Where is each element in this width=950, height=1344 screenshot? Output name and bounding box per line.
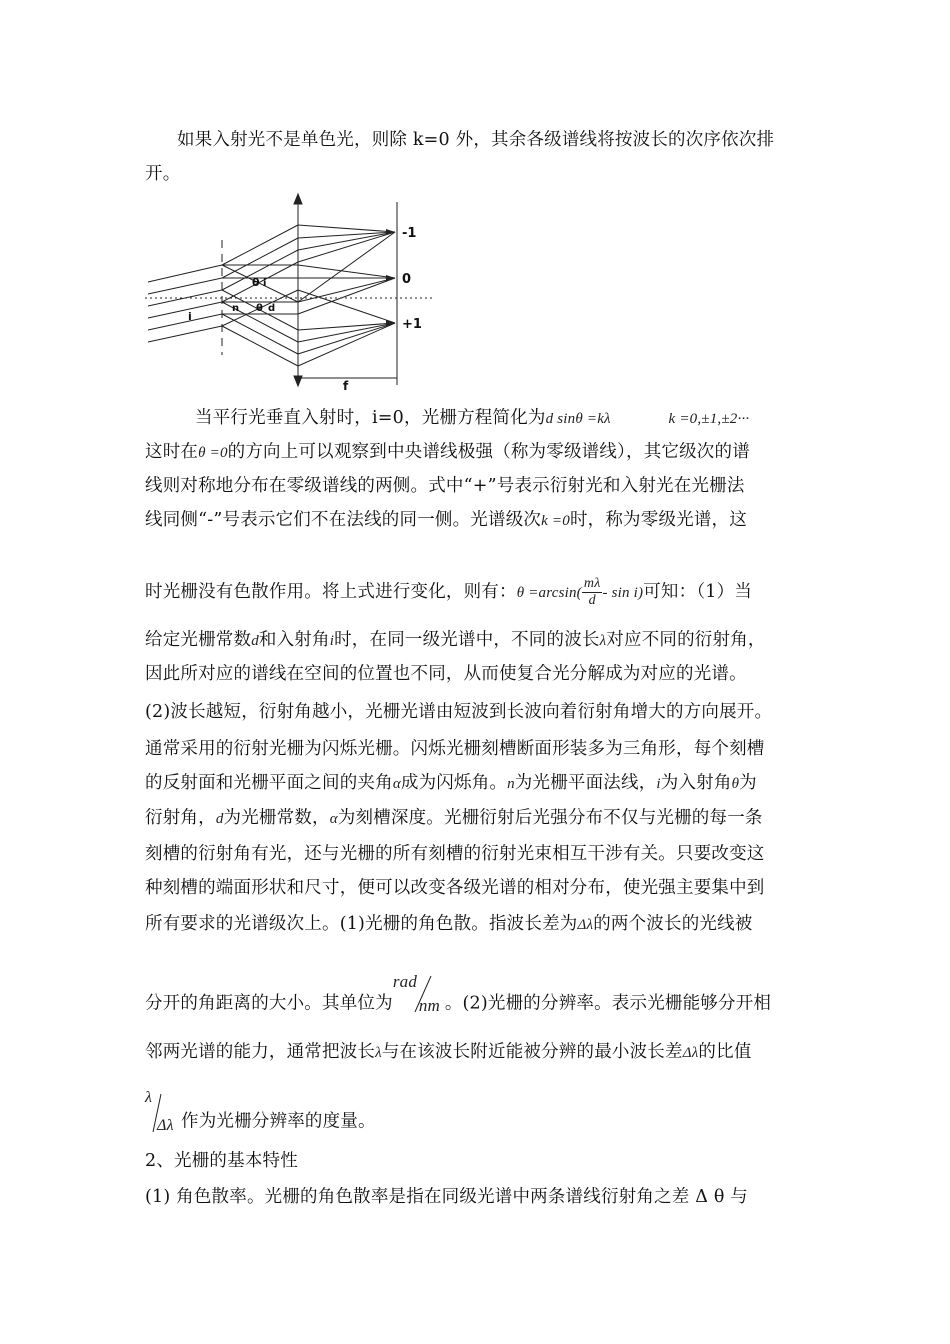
incidence-label: i	[188, 310, 192, 323]
paragraph-line: 这时在θ =0的方向上可以观察到中央谱线极强（称为零级谱线），其它级次的谱	[145, 442, 750, 462]
order-minus1-label: -1	[402, 226, 417, 241]
grating-diagram	[140, 190, 440, 390]
d-label: d	[268, 303, 276, 314]
angle-theta-label: θ	[252, 276, 260, 289]
paragraph-line: 衍射角，d为光栅常数，α为刻槽深度。光栅衍射后光强分布不仅与光栅的每一条	[145, 808, 763, 828]
normal-label: n	[232, 303, 240, 314]
paragraph-line: λ Δλ 作为光栅分辨率的度量。	[145, 1089, 376, 1134]
section-title: 2、光栅的基本特性	[145, 1151, 298, 1171]
theta-d-label: θ	[256, 303, 263, 314]
order-0-label: 0	[402, 272, 412, 287]
paragraph-line: 邻两光谱的能力，通常把波长λ与在该波长附近能被分辨的最小波长差Δλ的比值	[145, 1042, 752, 1062]
paragraph-line: (1) 角色散率。光栅的角色散率是指在同级光谱中两条谱线衍射角之差 Δ θ 与	[145, 1187, 749, 1207]
paragraph-line: 因此所对应的谱线在空间的位置也不同，从而使复合光分解成为对应的光谱。	[145, 664, 747, 684]
paragraph-line: 种刻槽的端面形状和尺寸，便可以改变各级光谱的相对分布，使光强主要集中到	[145, 878, 765, 898]
paragraph-line: 所有要求的光谱级次上。(1)光栅的角色散。指波长差为Δλ的两个波长的光线被	[145, 914, 753, 934]
fraction: $\frac{m\lambda}{d}$	[583, 576, 601, 608]
paragraph-line: 线同侧“-”号表示它们不在法线的同一侧。光谱级次k =0时，称为零级光谱，这	[145, 510, 747, 530]
paragraph-line: 开。	[145, 164, 181, 184]
paragraph-line: 的反射面和光栅平面之间的夹角α成为闪烁角。n为光栅平面法线，i为入射角θ为	[145, 773, 757, 793]
angle-i-label: i	[263, 278, 267, 289]
resolution-fraction: λ Δλ	[145, 1089, 174, 1134]
paragraph-line: 如果入射光不是单色光，则除 k=0 外，其余各级谱线将按波长的次序依次排	[177, 130, 775, 150]
paragraph-line: 刻槽的衍射角有光，还与光栅的所有刻槽的衍射光束相互干涉有关。只要改变这	[145, 844, 765, 864]
paragraph-line: 当平行光垂直入射时，i=0，光栅方程简化为d sinθ =kλ k =0,±1,±2···	[195, 408, 750, 428]
paragraph-line: 通常采用的衍射光栅为闪烁光栅。闪烁光栅刻槽断面形装多为三角形，每个刻槽	[145, 739, 765, 759]
focal-label: f	[343, 379, 349, 390]
paragraph-line: 给定光栅常数d和入射角i时，在同一级光谱中，不同的波长λ对应不同的衍射角，	[145, 630, 766, 650]
paragraph-line: 时光栅没有色散作用。将上式进行变化，则有：θ =arcsin( $\frac{m\lambda}{d}$ - sin i)可知：（1）当	[145, 576, 753, 608]
unit-fraction: rad nm	[392, 972, 440, 1015]
paragraph-line: 分开的角距离的大小。其单位为 rad nm 。(2)光栅的分辨率。表示光栅能够分开相	[145, 972, 772, 1015]
paragraph-line: (2)波长越短，衍射角越小，光栅光谱由短波到长波向着衍射角增大的方向展开。	[145, 702, 773, 722]
order-plus1-label: +1	[402, 317, 422, 332]
paragraph-line: 线则对称地分布在零级谱线的两侧。式中“+”号表示衍射光和入射光在光栅法	[145, 476, 745, 496]
